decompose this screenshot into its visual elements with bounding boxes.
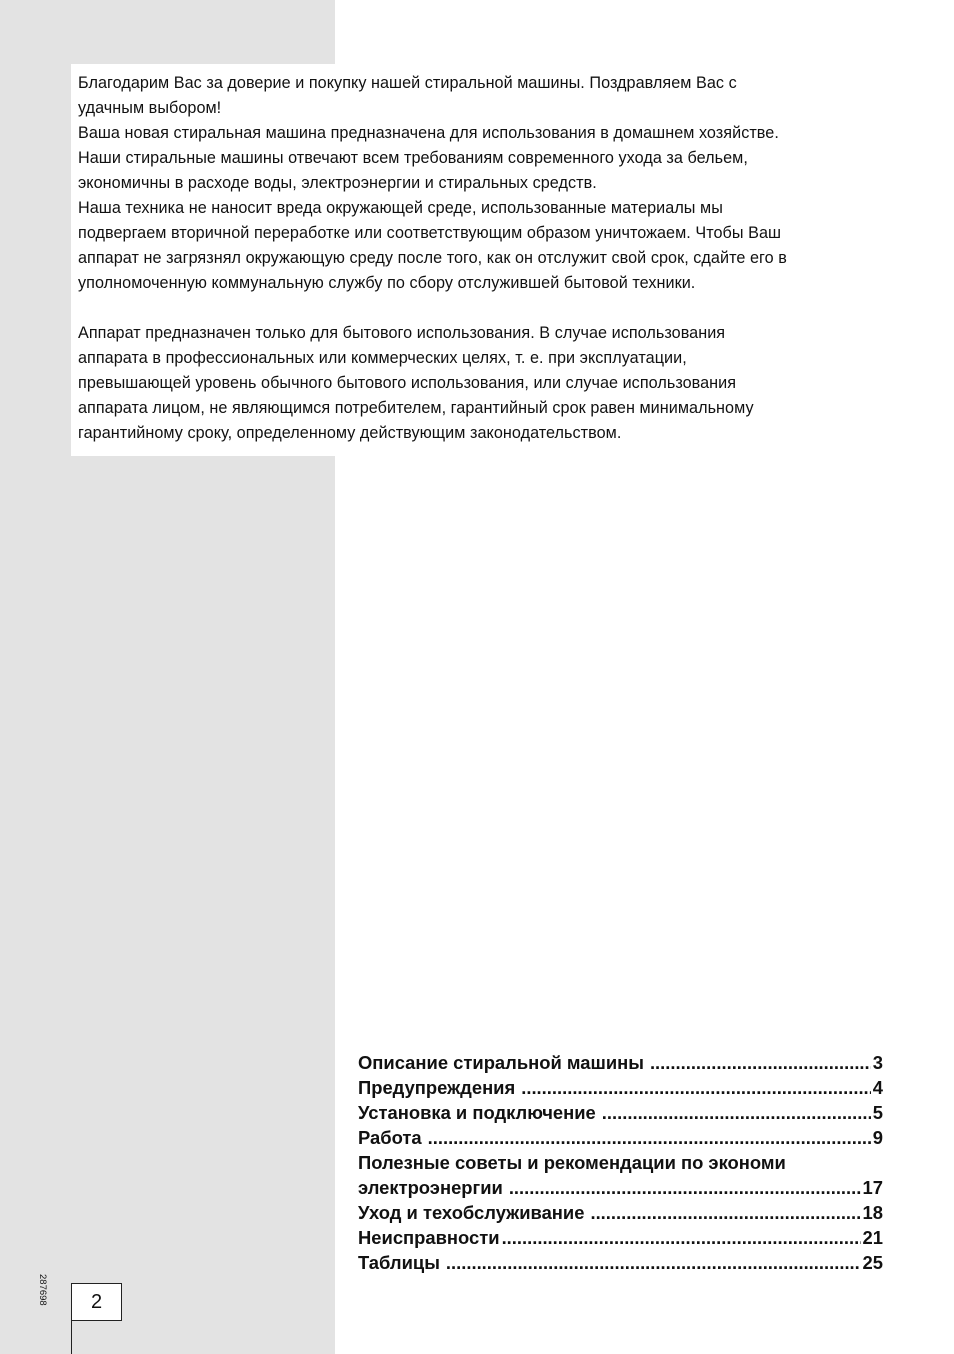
toc-leader bbox=[502, 1225, 861, 1250]
toc-item[interactable] bbox=[358, 1175, 883, 1200]
toc-page: 5 bbox=[872, 1102, 883, 1123]
toc-leader bbox=[446, 1250, 861, 1275]
toc-leader bbox=[602, 1100, 871, 1125]
toc-item[interactable] bbox=[358, 1100, 883, 1125]
toc-label: Установка и подключение bbox=[358, 1102, 596, 1123]
intro-line: превышающей уровень обычного бытового использования, или случае использования bbox=[78, 374, 737, 392]
toc-item[interactable] bbox=[358, 1050, 883, 1075]
toc-label: Полезные советы и рекомендации по экономи bbox=[358, 1152, 786, 1173]
toc-item[interactable] bbox=[358, 1125, 883, 1150]
toc-leader bbox=[521, 1075, 871, 1100]
document-code-text: 287698 bbox=[37, 1274, 48, 1306]
toc-label: Предупреждения bbox=[358, 1077, 516, 1098]
page-number: 2 bbox=[71, 1283, 122, 1321]
toc-leader bbox=[428, 1125, 871, 1150]
toc-item[interactable] bbox=[358, 1200, 883, 1225]
toc-item[interactable] bbox=[358, 1150, 883, 1175]
toc-page: 25 bbox=[862, 1252, 883, 1273]
toc-leader bbox=[650, 1050, 871, 1075]
toc-leader bbox=[509, 1175, 861, 1200]
toc-label: Таблицы bbox=[358, 1252, 440, 1273]
intro-line: гарантийному сроку, определенному действующим законодательством. bbox=[78, 424, 622, 442]
toc-item[interactable] bbox=[358, 1250, 883, 1275]
toc-page: 3 bbox=[872, 1052, 883, 1073]
intro-line: уполномоченную коммунальную службу по сбору отслужившей бытовой техники. bbox=[78, 274, 696, 292]
toc-label: электроэнергии bbox=[358, 1177, 503, 1198]
document-code bbox=[37, 1232, 68, 1306]
intro-line: Ваша новая стиральная машина предназначена для использования в домашнем хозяйстве. bbox=[78, 124, 779, 142]
intro-line: Благодарим Вас за доверие и покупку нашей стиральной машины. Поздравляем Вас с bbox=[78, 74, 737, 92]
intro-line: удачным выбором! bbox=[78, 99, 222, 117]
toc-page: 4 bbox=[872, 1077, 883, 1098]
toc-label: Описание стиральной машины bbox=[358, 1052, 644, 1073]
toc-label: Уход и техобслуживание bbox=[358, 1202, 585, 1223]
intro-line: Аппарат предназначен только для бытового использования. В случае использования bbox=[78, 324, 726, 342]
intro-line: подвергаем вторичной переработке или соответствующим образом уничтожаем. Чтобы Ваш bbox=[78, 224, 782, 242]
toc-page: 9 bbox=[872, 1127, 883, 1148]
toc-item[interactable] bbox=[358, 1225, 883, 1250]
intro-line: экономичны в расходе воды, электроэнергии и стиральных средств. bbox=[78, 174, 597, 192]
intro-line: аппарата лицом, не являющимся потребителем, гарантийный срок равен минимальному bbox=[78, 399, 754, 417]
toc-label: Работа bbox=[358, 1127, 422, 1148]
toc-page: 18 bbox=[862, 1202, 883, 1223]
toc-label: Неисправности bbox=[358, 1227, 500, 1248]
intro-line: аппарата в профессиональных или коммерческих целях, т. е. при эксплуатации, bbox=[78, 349, 687, 367]
intro-text bbox=[71, 64, 890, 455]
intro-line: Наша техника не наносит вреда окружающей среде, использованные материалы мы bbox=[78, 199, 723, 217]
toc-page: 17 bbox=[862, 1177, 883, 1198]
intro-line: Наши стиральные машины отвечают всем требованиям современного ухода за бельем, bbox=[78, 149, 748, 167]
toc-page: 21 bbox=[862, 1227, 883, 1248]
toc-leader bbox=[590, 1200, 860, 1225]
toc-item[interactable] bbox=[358, 1075, 883, 1100]
intro-line: аппарат не загрязнял окружающую среду после того, как он отслужит свой срок, сдайте его в bbox=[78, 249, 787, 267]
margin-rule bbox=[71, 1320, 72, 1354]
table-of-contents bbox=[358, 1050, 883, 1275]
